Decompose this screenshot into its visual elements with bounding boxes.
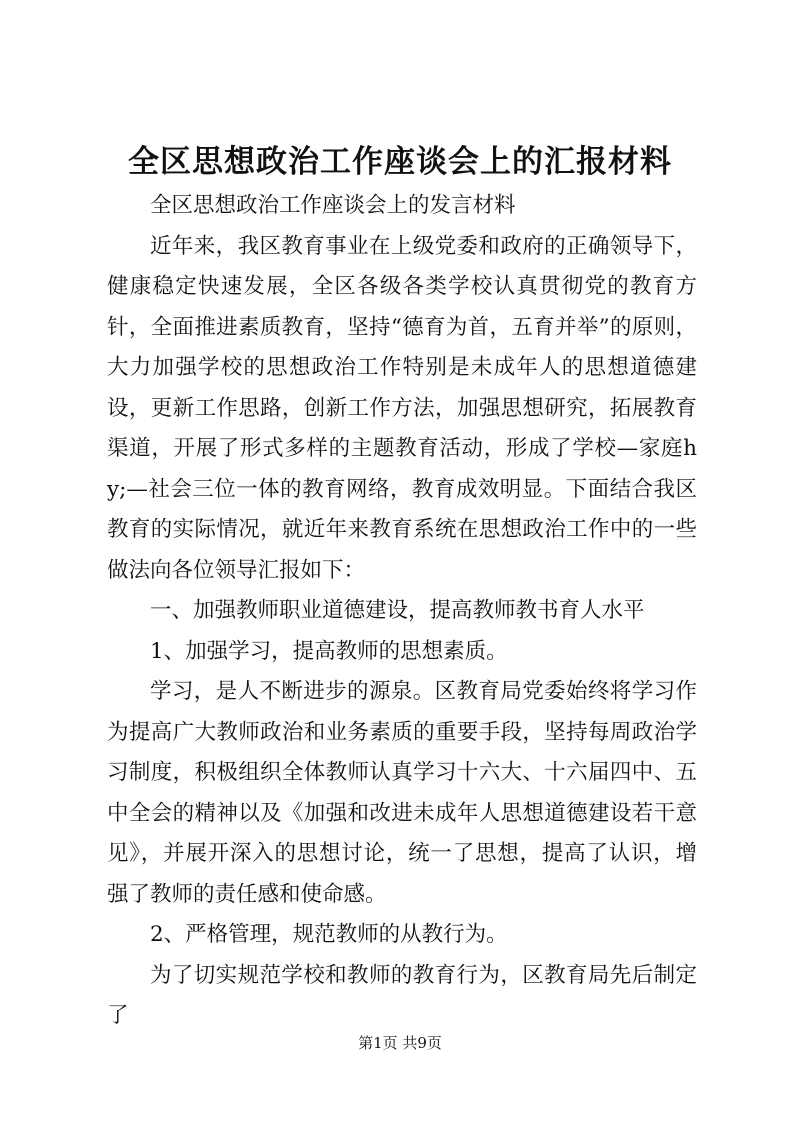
document-body <box>107 186 697 1037</box>
paragraph-study: 学习，是人不断进步的源泉。区教育局党委始终将学习作为提高广大教师政治和业务素质的重要手段，坚持每周政治学习制度，积极组织全体教师认真学习十六大、十六届四中、五中全会的精神以及《加强和改进未成年人思想道德建设若干意见》，并展开深入的思想讨论，统一了思想，提高了认识，增强了教师的责任感和使命感。 <box>107 679 697 907</box>
paragraph-intro: 近年来，我区教育事业在上级党委和政府的正确领导下，健康稳定快速发展，全区各级各类学校认真贯彻党的教育方针，全面推进素质教育，坚持“德育为首，五育并举”的原则，大力加强学校的思想政治工作特别是未成年人的思想道德建设，更新工作思路，创新工作方法，加强思想研究，拓展教育渠道，开展了形式多样的主题教育活动，形成了学校—家庭hy;—社会三位一体的教育网络，教育成效明显。下面结合我区教育的实际情况，就近年来教育系统在思想政治工作中的一些做法向各位领导汇报如下： <box>107 233 697 583</box>
section-heading-1: 一、加强教师职业道德建设，提高教师教书育人水平 <box>150 598 645 623</box>
page-number-footer: 第1页 共9页 <box>358 1034 442 1052</box>
paragraph-management: 为了切实规范学校和教师的教育行为，区教育局先后制定了 <box>107 962 697 1028</box>
document-title: 全区思想政治工作座谈会上的汇报材料 <box>128 144 672 180</box>
subsection-heading-1: 1、加强学习，提高教师的思想素质。 <box>150 638 508 664</box>
subsection-heading-2: 2、严格管理，规范教师的从教行为。 <box>150 922 508 947</box>
paragraph-subtitle: 全区思想政治工作座谈会上的发言材料 <box>150 193 516 218</box>
